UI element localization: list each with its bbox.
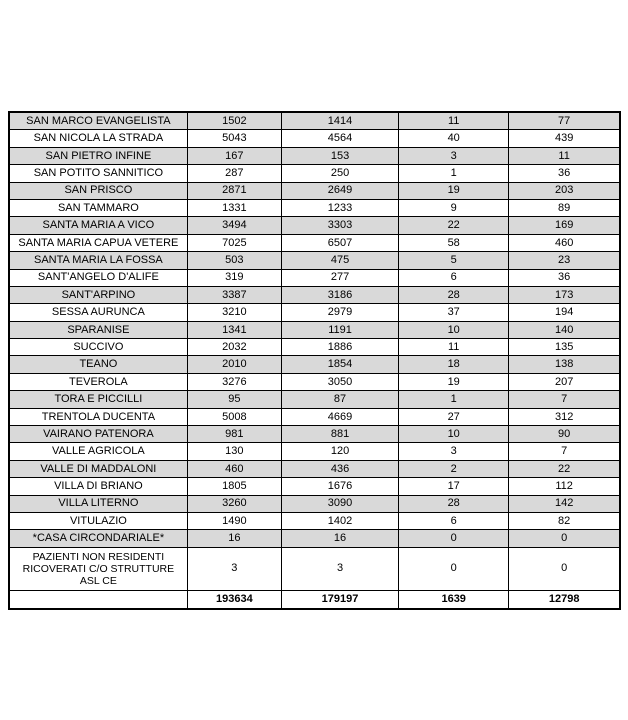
municipality-name-cell: TORA E PICCILLI: [9, 391, 187, 408]
value-cell: 23: [509, 252, 620, 269]
value-cell: 9: [399, 199, 509, 216]
value-cell: 5008: [187, 408, 281, 425]
total-value-cell: 12798: [509, 590, 620, 609]
value-cell: 3494: [187, 217, 281, 234]
municipality-name-cell: VAIRANO PATENORA: [9, 426, 187, 443]
value-cell: 7: [509, 391, 620, 408]
municipality-name-cell: PAZIENTI NON RESIDENTI RICOVERATI C/O STRUTTURE ASL CE: [9, 547, 187, 590]
municipality-name-cell: SESSA AURUNCA: [9, 304, 187, 321]
value-cell: 194: [509, 304, 620, 321]
table-row: [9, 321, 620, 338]
value-cell: 11: [509, 147, 620, 164]
municipality-statistics-table: [8, 111, 621, 610]
value-cell: 2: [399, 460, 509, 477]
value-cell: 460: [509, 234, 620, 251]
table-row: [9, 286, 620, 303]
municipality-name-cell: SAN PIETRO INFINE: [9, 147, 187, 164]
value-cell: 3: [281, 547, 398, 590]
value-cell: 1: [399, 165, 509, 182]
value-cell: 203: [509, 182, 620, 199]
table-row: [9, 199, 620, 216]
value-cell: 6: [399, 512, 509, 529]
municipality-name-cell: VILLA LITERNO: [9, 495, 187, 512]
value-cell: 4669: [281, 408, 398, 425]
value-cell: 3210: [187, 304, 281, 321]
value-cell: 82: [509, 512, 620, 529]
value-cell: 19: [399, 373, 509, 390]
value-cell: 3276: [187, 373, 281, 390]
value-cell: 1854: [281, 356, 398, 373]
value-cell: 3: [187, 547, 281, 590]
table-row: [9, 234, 620, 251]
value-cell: 140: [509, 321, 620, 338]
municipality-name-cell: SAN NICOLA LA STRADA: [9, 130, 187, 147]
value-cell: 250: [281, 165, 398, 182]
value-cell: 17: [399, 478, 509, 495]
value-cell: 5: [399, 252, 509, 269]
value-cell: 4564: [281, 130, 398, 147]
value-cell: 2032: [187, 339, 281, 356]
value-cell: 11: [399, 112, 509, 130]
value-cell: 89: [509, 199, 620, 216]
value-cell: 16: [187, 530, 281, 547]
value-cell: 1: [399, 391, 509, 408]
value-cell: 0: [399, 547, 509, 590]
table-row: [9, 217, 620, 234]
table-row: [9, 304, 620, 321]
value-cell: 3387: [187, 286, 281, 303]
value-cell: 87: [281, 391, 398, 408]
municipality-name-cell: SANT'ANGELO D'ALIFE: [9, 269, 187, 286]
value-cell: 981: [187, 426, 281, 443]
municipality-name-cell: SAN MARCO EVANGELISTA: [9, 112, 187, 130]
table-row: [9, 112, 620, 130]
table-row: [9, 547, 620, 590]
value-cell: 503: [187, 252, 281, 269]
value-cell: 287: [187, 165, 281, 182]
value-cell: 58: [399, 234, 509, 251]
value-cell: 169: [509, 217, 620, 234]
municipality-name-cell: TRENTOLA DUCENTA: [9, 408, 187, 425]
value-cell: 36: [509, 269, 620, 286]
value-cell: 90: [509, 426, 620, 443]
table-row: [9, 182, 620, 199]
value-cell: 142: [509, 495, 620, 512]
value-cell: 0: [509, 530, 620, 547]
table-row: [9, 147, 620, 164]
value-cell: 18: [399, 356, 509, 373]
value-cell: 11: [399, 339, 509, 356]
table-row: [9, 443, 620, 460]
municipality-name-cell: VALLE DI MADDALONI: [9, 460, 187, 477]
value-cell: 3090: [281, 495, 398, 512]
value-cell: 112: [509, 478, 620, 495]
value-cell: 3: [399, 443, 509, 460]
value-cell: 135: [509, 339, 620, 356]
table-row: [9, 530, 620, 547]
value-cell: 2871: [187, 182, 281, 199]
value-cell: 312: [509, 408, 620, 425]
value-cell: 1676: [281, 478, 398, 495]
value-cell: 173: [509, 286, 620, 303]
value-cell: 7025: [187, 234, 281, 251]
municipality-name-cell: VALLE AGRICOLA: [9, 443, 187, 460]
value-cell: 0: [509, 547, 620, 590]
municipality-name-cell: SPARANISE: [9, 321, 187, 338]
table-row: [9, 512, 620, 529]
value-cell: 5043: [187, 130, 281, 147]
municipality-statistics-table-container: [8, 111, 621, 610]
value-cell: 16: [281, 530, 398, 547]
value-cell: 7: [509, 443, 620, 460]
value-cell: 3260: [187, 495, 281, 512]
value-cell: 1402: [281, 512, 398, 529]
value-cell: 3186: [281, 286, 398, 303]
municipality-name-cell: SAN PRISCO: [9, 182, 187, 199]
municipality-name-cell: SAN TAMMARO: [9, 199, 187, 216]
table-row: [9, 478, 620, 495]
value-cell: 319: [187, 269, 281, 286]
value-cell: 28: [399, 286, 509, 303]
value-cell: 207: [509, 373, 620, 390]
municipality-name-cell: *CASA CIRCONDARIALE*: [9, 530, 187, 547]
value-cell: 881: [281, 426, 398, 443]
value-cell: 6: [399, 269, 509, 286]
value-cell: 40: [399, 130, 509, 147]
total-value-cell: 179197: [281, 590, 398, 609]
value-cell: 37: [399, 304, 509, 321]
value-cell: 3: [399, 147, 509, 164]
table-row: [9, 269, 620, 286]
municipality-name-cell: VITULAZIO: [9, 512, 187, 529]
value-cell: 436: [281, 460, 398, 477]
municipality-name-cell: SUCCIVO: [9, 339, 187, 356]
value-cell: 2010: [187, 356, 281, 373]
value-cell: 1233: [281, 199, 398, 216]
table-row: [9, 391, 620, 408]
value-cell: 1414: [281, 112, 398, 130]
value-cell: 1490: [187, 512, 281, 529]
table-row: [9, 408, 620, 425]
value-cell: 2649: [281, 182, 398, 199]
municipality-name-cell: SANTA MARIA LA FOSSA: [9, 252, 187, 269]
municipality-name-cell: SAN POTITO SANNITICO: [9, 165, 187, 182]
value-cell: 1341: [187, 321, 281, 338]
municipality-name-cell: SANTA MARIA CAPUA VETERE: [9, 234, 187, 251]
table-row: [9, 356, 620, 373]
table-body: [9, 112, 620, 609]
value-cell: 28: [399, 495, 509, 512]
municipality-name-cell: SANTA MARIA A VICO: [9, 217, 187, 234]
totals-empty-cell: [9, 590, 187, 609]
table-row: [9, 373, 620, 390]
value-cell: 19: [399, 182, 509, 199]
table-row: [9, 130, 620, 147]
value-cell: 167: [187, 147, 281, 164]
value-cell: 10: [399, 321, 509, 338]
value-cell: 1805: [187, 478, 281, 495]
value-cell: 95: [187, 391, 281, 408]
value-cell: 277: [281, 269, 398, 286]
value-cell: 3050: [281, 373, 398, 390]
value-cell: 138: [509, 356, 620, 373]
value-cell: 120: [281, 443, 398, 460]
municipality-name-cell: TEVEROLA: [9, 373, 187, 390]
municipality-name-cell: SANT'ARPINO: [9, 286, 187, 303]
value-cell: 1502: [187, 112, 281, 130]
value-cell: 77: [509, 112, 620, 130]
totals-row: [9, 590, 620, 609]
value-cell: 1331: [187, 199, 281, 216]
value-cell: 130: [187, 443, 281, 460]
municipality-name-cell: VILLA DI BRIANO: [9, 478, 187, 495]
total-value-cell: 193634: [187, 590, 281, 609]
value-cell: 36: [509, 165, 620, 182]
value-cell: 3303: [281, 217, 398, 234]
value-cell: 1886: [281, 339, 398, 356]
value-cell: 6507: [281, 234, 398, 251]
value-cell: 2979: [281, 304, 398, 321]
value-cell: 439: [509, 130, 620, 147]
value-cell: 153: [281, 147, 398, 164]
table-row: [9, 460, 620, 477]
value-cell: 22: [399, 217, 509, 234]
table-row: [9, 165, 620, 182]
value-cell: 475: [281, 252, 398, 269]
value-cell: 1191: [281, 321, 398, 338]
value-cell: 27: [399, 408, 509, 425]
value-cell: 460: [187, 460, 281, 477]
value-cell: 0: [399, 530, 509, 547]
table-row: [9, 339, 620, 356]
table-row: [9, 252, 620, 269]
table-row: [9, 426, 620, 443]
total-value-cell: 1639: [399, 590, 509, 609]
table-row: [9, 495, 620, 512]
value-cell: 10: [399, 426, 509, 443]
municipality-name-cell: TEANO: [9, 356, 187, 373]
value-cell: 22: [509, 460, 620, 477]
